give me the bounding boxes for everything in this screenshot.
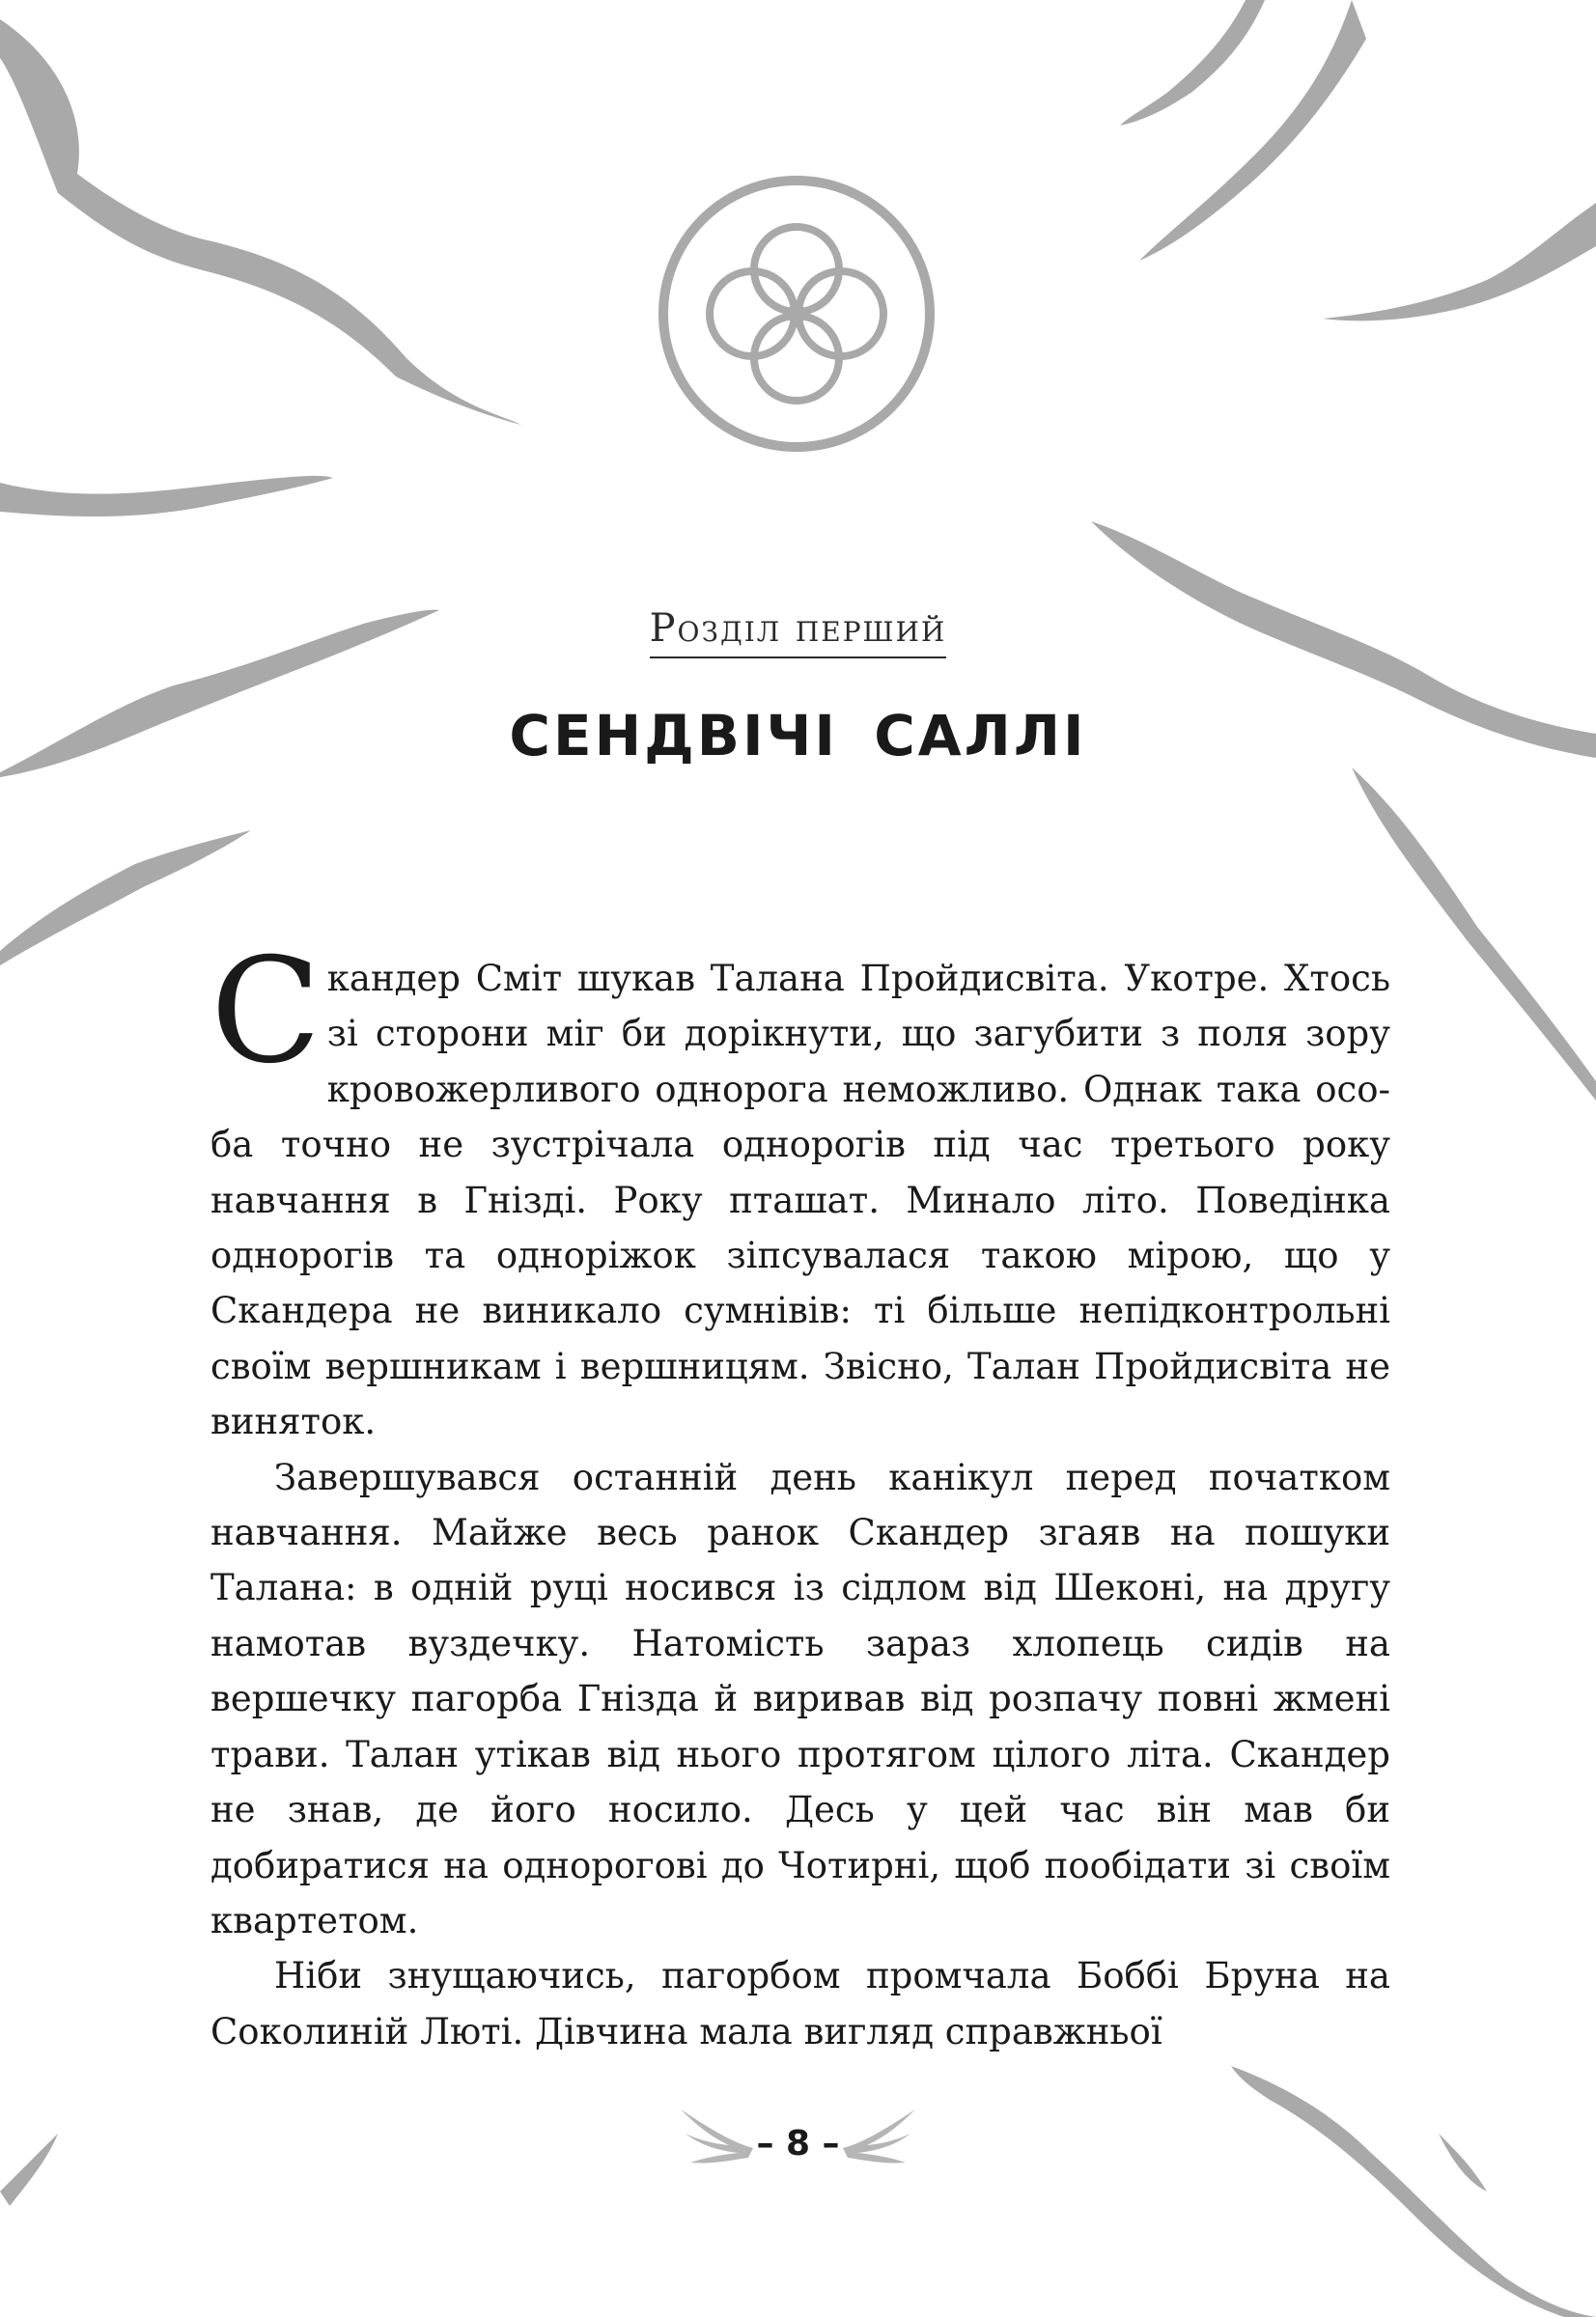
brush-stroke (1120, 0, 1265, 126)
paragraph-3: Ніби знущаючись, пагорбом промчала Боббі Бруна на Соколиній Люті. Дівчина мала вигляд справжньої (210, 1955, 1390, 2052)
page-number: – 8 – (756, 2124, 840, 2163)
chapter-label (0, 606, 1596, 658)
paragraph-text: кандер Сміт шукав Талана Пройдисвіта. Укотре. Хтось зі сторони міг би дорікнути, що загубити з поля зору кровожерливого однорога неможливо. Однак така особа точно не зустрічала однорогів під час третього року навчання в Гнізді. Року пташат. Минало літо. Поведінка однорогів та одноріжок зіпсувалася такою мірою, що у Скандера не виникало сумнівів: ті більше непідконтрольні своїм вершникам і вершницям. Звісно, Талан Пройдисвіта не виняток. (210, 958, 1390, 1443)
chapter-body (210, 928, 1390, 2059)
brush-stroke (0, 19, 521, 425)
brush-stroke (1139, 0, 1366, 261)
brush-stroke (0, 476, 333, 516)
brush-stroke (0, 2134, 58, 2206)
brush-stroke (1231, 2066, 1596, 2317)
drop-cap: С (210, 928, 322, 1096)
four-circles-emblem-icon (652, 169, 941, 459)
chapter-label-text: Розділ перший (650, 606, 947, 658)
brush-stroke (1323, 203, 1596, 321)
chapter-title: СЕНДВІЧІ САЛЛІ (509, 703, 1087, 768)
paragraph-1 (210, 928, 1390, 1450)
paragraph-2: Завершувався останній день канікул перед початком навчання. Майже весь ранок Скандер згаяв на пошуки Талана: в одній руці носився із сідлом від Шеконі, на другу намотав вуздечку. Натомість зараз хлопець сидів на вершечку пагорба Гнізда й виривав від розпачу повні жмені трави. Талан утікав від нього протягом цілого літа. Скандер не знав, де його носило. Десь у цей час він мав би добиратися на однорогові до Чотирні, щоб пообідати зі своїм квартетом. (210, 1456, 1390, 1941)
page-footer (676, 2105, 920, 2191)
brush-stroke (1439, 2134, 1487, 2191)
